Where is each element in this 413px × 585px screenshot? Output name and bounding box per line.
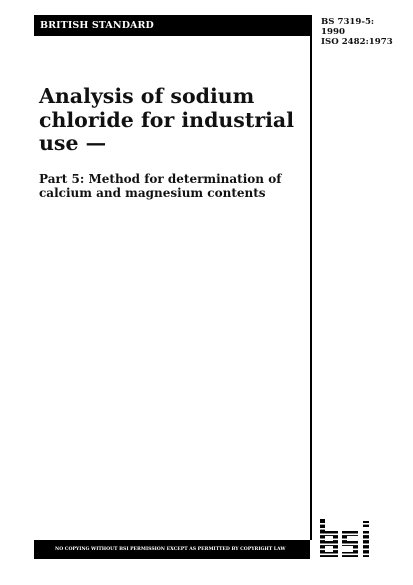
standard-year: 1990 bbox=[321, 27, 345, 37]
copyright-notice: NO COPYING WITHOUT BSI PERMISSION EXCEPT AS PERMITTED BY COPYRIGHT LAW bbox=[55, 547, 286, 552]
document-subtitle: Part 5: Method for determination of calcium and magnesium contents bbox=[39, 172, 282, 200]
standard-number-bs: BS 7319-5: bbox=[321, 17, 375, 27]
document-title: Analysis of sodium chloride for industrial use — bbox=[39, 84, 294, 155]
standard-number-block bbox=[321, 17, 393, 47]
bsi-logo-icon bbox=[318, 517, 380, 561]
standard-number-iso: ISO 2482:1973 bbox=[321, 37, 393, 47]
brand-label: BRITISH STANDARD bbox=[40, 20, 154, 31]
vertical-divider bbox=[310, 15, 312, 540]
